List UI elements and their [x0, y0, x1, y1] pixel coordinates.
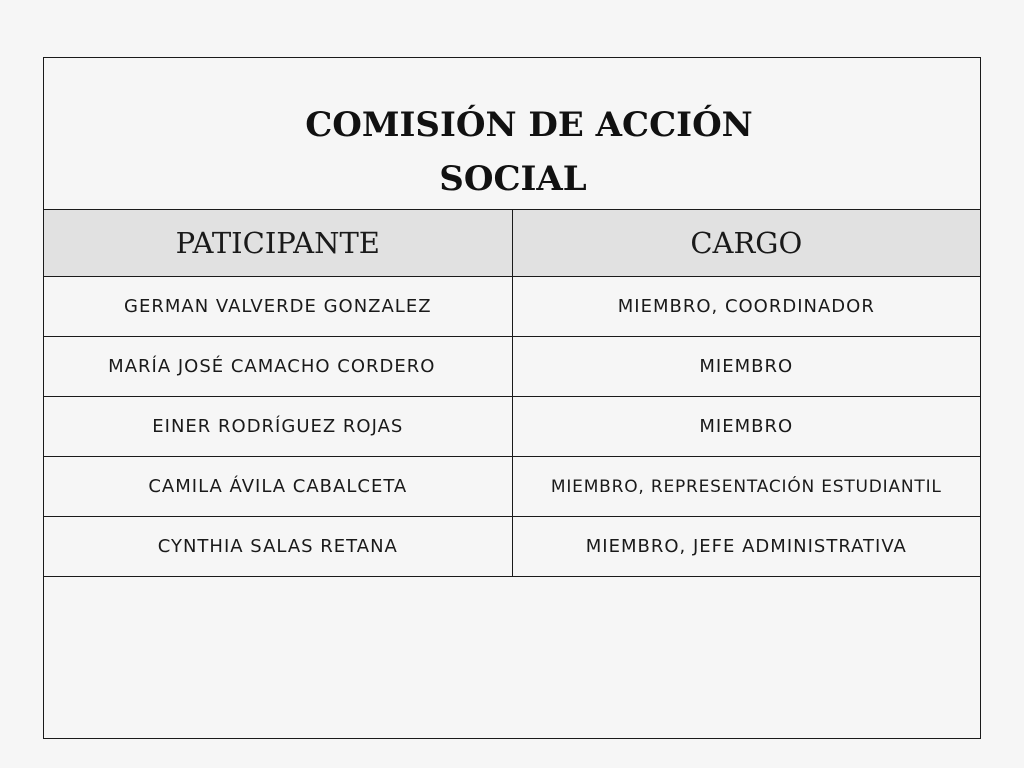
cell-participante: EINER RODRÍGUEZ ROJAS [44, 397, 513, 457]
document-title [44, 98, 982, 206]
table-row [44, 277, 981, 337]
document-frame [43, 57, 981, 739]
cell-cargo: MIEMBRO, COORDINADOR [512, 277, 980, 337]
table-row [44, 397, 981, 457]
title-line-1: COMISIÓN DE ACCIÓN [305, 105, 753, 145]
cell-participante: GERMAN VALVERDE GONZALEZ [44, 277, 513, 337]
table-header-row [44, 210, 981, 277]
title-line-2: SOCIAL [439, 159, 587, 199]
table-row [44, 517, 981, 577]
cell-cargo: MIEMBRO [512, 337, 980, 397]
members-table [43, 209, 981, 577]
cell-participante: CAMILA ÁVILA CABALCETA [44, 457, 513, 517]
cell-participante: MARÍA JOSÉ CAMACHO CORDERO [44, 337, 513, 397]
cell-cargo: MIEMBRO, JEFE ADMINISTRATIVA [512, 517, 980, 577]
table-row [44, 337, 981, 397]
cell-participante: CYNTHIA SALAS RETANA [44, 517, 513, 577]
table-row [44, 457, 981, 517]
header-cargo: CARGO [512, 210, 980, 277]
header-participante: PATICIPANTE [44, 210, 513, 277]
cell-cargo: MIEMBRO [512, 397, 980, 457]
cell-cargo: MIEMBRO, REPRESENTACIÓN ESTUDIANTIL [512, 457, 980, 517]
